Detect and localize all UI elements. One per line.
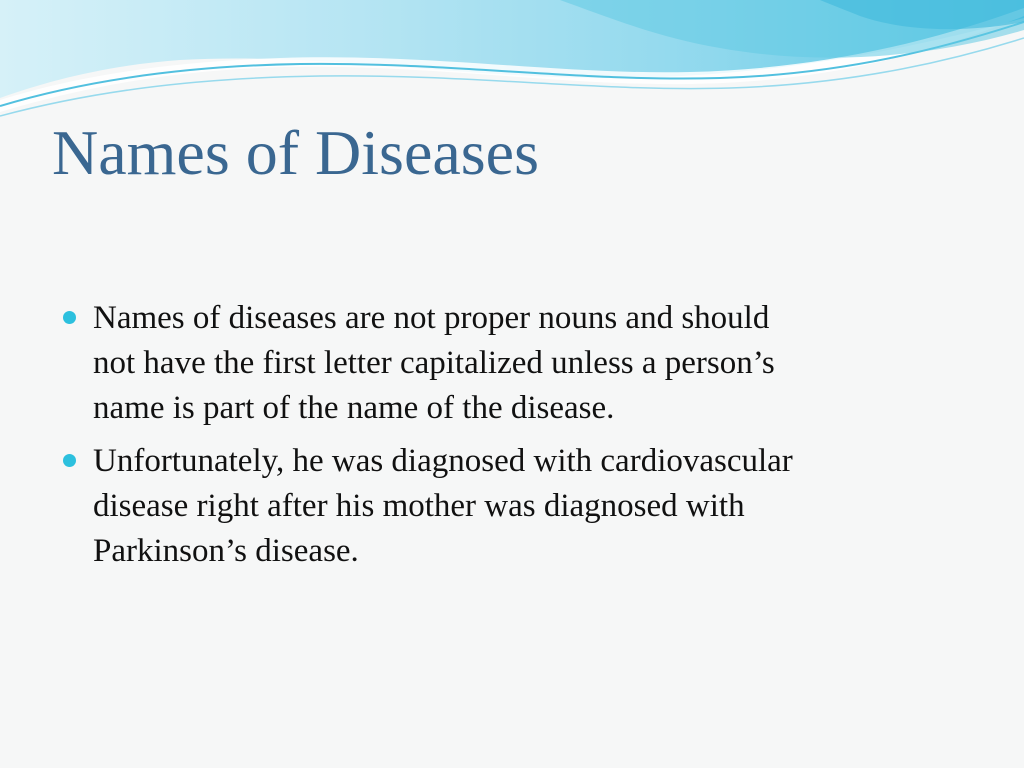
bullet-line: not have the first letter capitalized unless a person’s bbox=[93, 345, 775, 381]
bullet-line: Parkinson’s disease. bbox=[93, 533, 359, 569]
bullet-line: name is part of the name of the disease. bbox=[93, 390, 615, 426]
bullet-line: disease right after his mother was diagnosed with bbox=[93, 488, 745, 524]
bullet-dot-icon bbox=[63, 311, 76, 324]
bullet-list bbox=[62, 296, 962, 582]
bullet-item bbox=[62, 296, 962, 431]
bullet-dot-icon bbox=[63, 454, 76, 467]
header-wave-decoration bbox=[0, 0, 1024, 130]
bullet-line: Names of diseases are not proper nouns and should bbox=[93, 300, 770, 336]
bullet-line: Unfortunately, he was diagnosed with cardiovascular bbox=[93, 443, 793, 479]
bullet-item bbox=[62, 439, 962, 574]
slide-title: Names of Diseases bbox=[52, 117, 539, 188]
